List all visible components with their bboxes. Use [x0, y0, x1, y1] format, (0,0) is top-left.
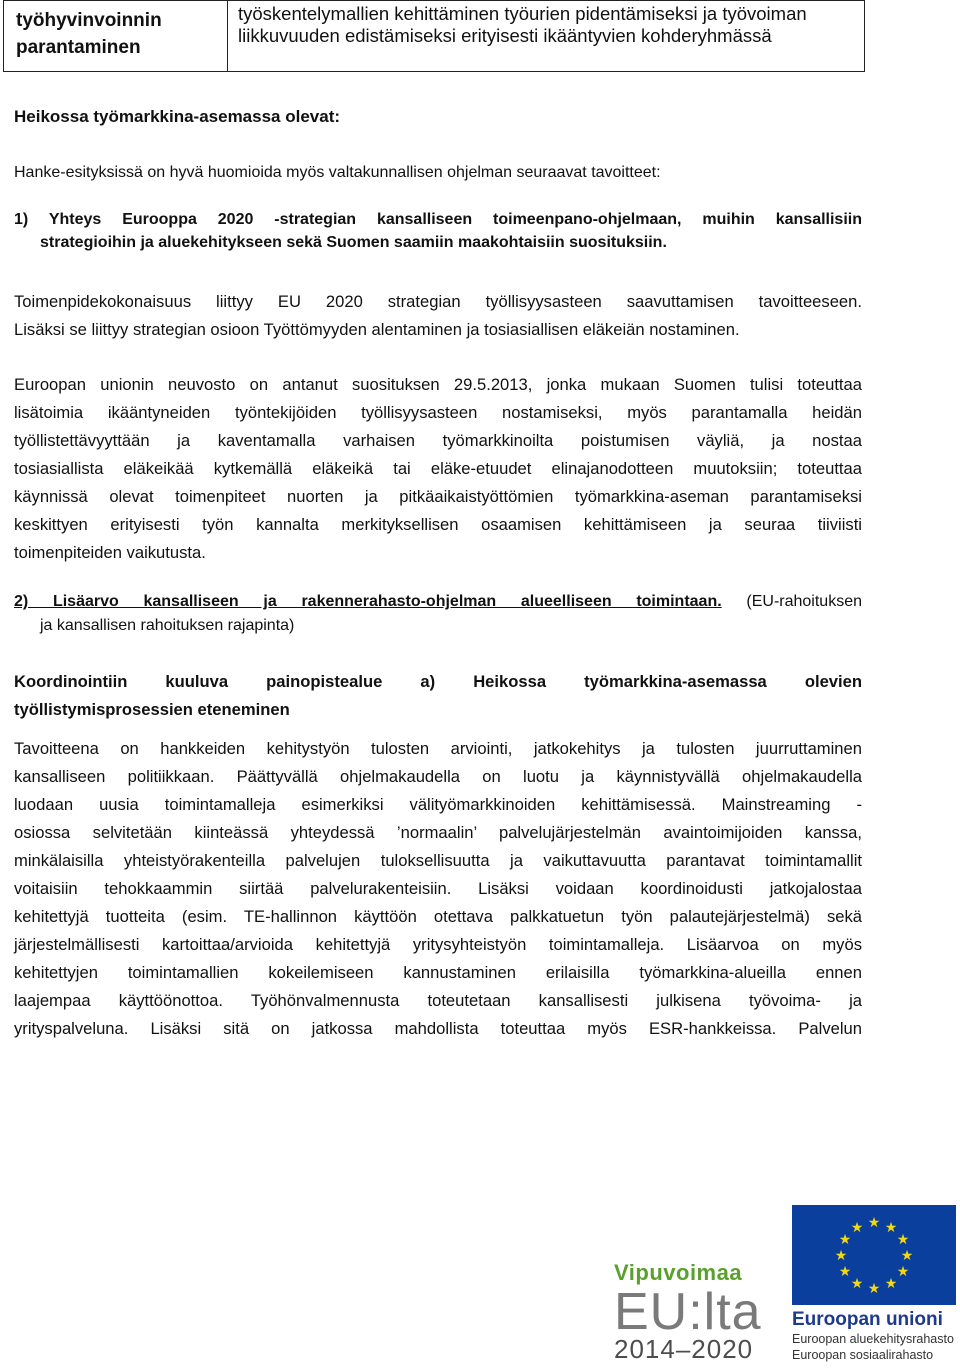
- paragraph-line: tosiasiallista eläkeikää kytkemällä eläkeikä tai eläke-etuudet elinajanodotteen muutoksiin; toteuttaa: [14, 459, 862, 478]
- paragraph-objectives: [14, 735, 862, 1043]
- svg-text:★: ★: [896, 1264, 910, 1280]
- svg-text:★: ★: [900, 1248, 914, 1264]
- svg-text:★: ★: [867, 1281, 881, 1297]
- goal-1: [14, 208, 862, 254]
- paragraph-line: toimenpiteiden vaikutusta.: [14, 543, 206, 562]
- vipuvoimaa-title: Vipuvoimaa: [614, 1260, 743, 1285]
- goal-2-line1: [14, 590, 862, 614]
- svg-text:★: ★: [884, 1220, 898, 1236]
- paragraph-line: Tavoitteena on hankkeiden kehitystyön tulosten arviointi, jatkokehitys ja tulosten juurruttaminen: [14, 739, 862, 758]
- paragraph-line: järjestelmällisesti kartoittaa/arvioida kehitettyjä yritysyhteistyön toimintamalleja. Lisäarvoa on myös: [14, 935, 862, 954]
- goal-2: [14, 590, 862, 638]
- vipuvoimaa-years: 2014–2020: [614, 1334, 754, 1364]
- table-right-cell: työskentelymallien kehittäminen työurien pidentämiseksi ja työvoiman liikkuvuuden edistämiseksi erityisesti ikääntyvien kohderyhmässä: [238, 3, 807, 46]
- paragraph-line: yrityspalveluna. Lisäksi sitä on jatkossa mahdollista toteuttaa myös ESR-hankkeissa. Palvelun: [14, 1019, 862, 1038]
- goal-2-note: (EU-rahoituksen: [721, 593, 862, 610]
- paragraph-line: voitaisiin tehokkaammin siirtää palvelurakenteisiin. Lisäksi voidaan koordinoidusti jatkojalostaa: [14, 879, 862, 898]
- focus-heading: [14, 668, 862, 724]
- eu-fund-regional: Euroopan aluekehitysrahasto: [792, 1332, 954, 1346]
- goal-2-title: 2) Lisäarvo kansalliseen ja rakennerahasto-ohjelman alueelliseen toimintaan.: [14, 593, 722, 610]
- goal-2-line2: ja kansallisen rahoituksen rajapinta): [40, 617, 295, 634]
- paragraph-line: luodaan uusia toimintamalleja esimerkiksi välityömarkkinoiden kehittämisessä. Mainstreaming -: [14, 795, 862, 814]
- paragraph-line: työllistettävyyttään ja kaventamalla varhaisen työmarkkinoilta poistumisen väyliä, ja nostaa: [14, 431, 862, 450]
- paragraph-line: Toimenpidekokonaisuus liittyy EU 2020 strategian työllisyysasteen saavuttamisen tavoitteeseen.: [14, 292, 862, 311]
- focus-line2: työllistymisprosessien eteneminen: [14, 700, 290, 719]
- intro-text: Hanke-esityksissä on hyvä huomioida myös valtakunnallisen ohjelman seuraavat tavoitteet:: [14, 164, 661, 181]
- paragraph-line: keskittyen erityisesti työn kannalta merkityksellisen osaamisen kehittämiseen ja seuraa tiiviisti: [14, 515, 862, 534]
- eu-flag-icon: [792, 1205, 956, 1305]
- paragraph-line: kehitettyjä tuotteita (esim. TE-hallinnon käyttöön otettava palkkatuetun työn palautejärjestelmä) sekä: [14, 907, 862, 926]
- goal-1-line2: strategioihin ja aluekehitykseen sekä Suomen saamiin maakohtaisiin suosituksiin.: [40, 234, 667, 251]
- section-heading: Heikossa työmarkkina-asemassa olevat:: [14, 107, 341, 126]
- paragraph-council: [14, 371, 862, 567]
- svg-text:★: ★: [850, 1220, 864, 1236]
- svg-text:★: ★: [838, 1264, 852, 1280]
- vipuvoimaa-logo: [614, 1260, 764, 1368]
- paragraph-eu2020: [14, 288, 862, 344]
- focus-line1: Koordinointiin kuuluva painopistealue a) Heikossa työmarkkina-asemassa olevien: [14, 672, 862, 691]
- paragraph-line: kehitettyjen toimintamallien kokeilemiseen kannustaminen erilaisilla työmarkkina-alueilla ennen: [14, 963, 862, 982]
- paragraph-line: Lisäksi se liittyy strategian osioon Työttömyyden alentaminen ja tosiasiallisen eläkeiän nostaminen.: [14, 320, 740, 339]
- table-left-cell: työhyvinvoinnin parantaminen: [4, 1, 228, 71]
- svg-text:★: ★: [834, 1248, 848, 1264]
- vipuvoimaa-eu: EU:lta: [614, 1283, 762, 1341]
- svg-text:★: ★: [896, 1232, 910, 1248]
- paragraph-line: minkälaisilla yhteistyörakenteilla palvelujen tuloksellisuutta ja vaikuttavuutta parantavat toimintamallit: [14, 851, 862, 870]
- svg-text:★: ★: [850, 1276, 864, 1292]
- eu-logo: [792, 1205, 956, 1369]
- paragraph-line: käynnissä olevat toimenpiteet nuorten ja pitkäaikaistyöttömien työmarkkina-aseman parantamiseksi: [14, 487, 862, 506]
- svg-text:★: ★: [867, 1215, 881, 1231]
- paragraph-line: lisätoimia ikääntyneiden työntekijöiden työllisyysasteen nostamiseksi, myös parantamalla heidän: [14, 403, 862, 422]
- paragraph-line: osiossa selvitetään kiinteässä yhteydessä ’normaalin’ palvelujärjestelmän avaintoimijoiden kanssa,: [14, 823, 862, 842]
- eu-fund-social: Euroopan sosiaalirahasto: [792, 1348, 934, 1362]
- paragraph-line: Euroopan unionin neuvosto on antanut suosituksen 29.5.2013, jonka mukaan Suomen tulisi toteuttaa: [14, 375, 862, 394]
- paragraph-line: kansalliseen politiikkaan. Päättyvällä ohjelmakaudella on luotu ja käynnistyvällä ohjelmakaudella: [14, 767, 862, 786]
- eu-stars-icon: [792, 1205, 956, 1305]
- goal-1-line1: 1) Yhteys Eurooppa 2020 -strategian kansalliseen toimeenpano-ohjelmaan, muihin kansallisiin: [14, 211, 862, 228]
- eu-name: Euroopan unioni: [792, 1309, 943, 1330]
- svg-text:★: ★: [884, 1276, 898, 1292]
- svg-text:★: ★: [838, 1232, 852, 1248]
- paragraph-line: laajempaa käyttöönottoa. Työhönvalmennusta toteutetaan kansallisesti julkisena työvoima- ja: [14, 991, 862, 1010]
- header-table: [3, 0, 865, 72]
